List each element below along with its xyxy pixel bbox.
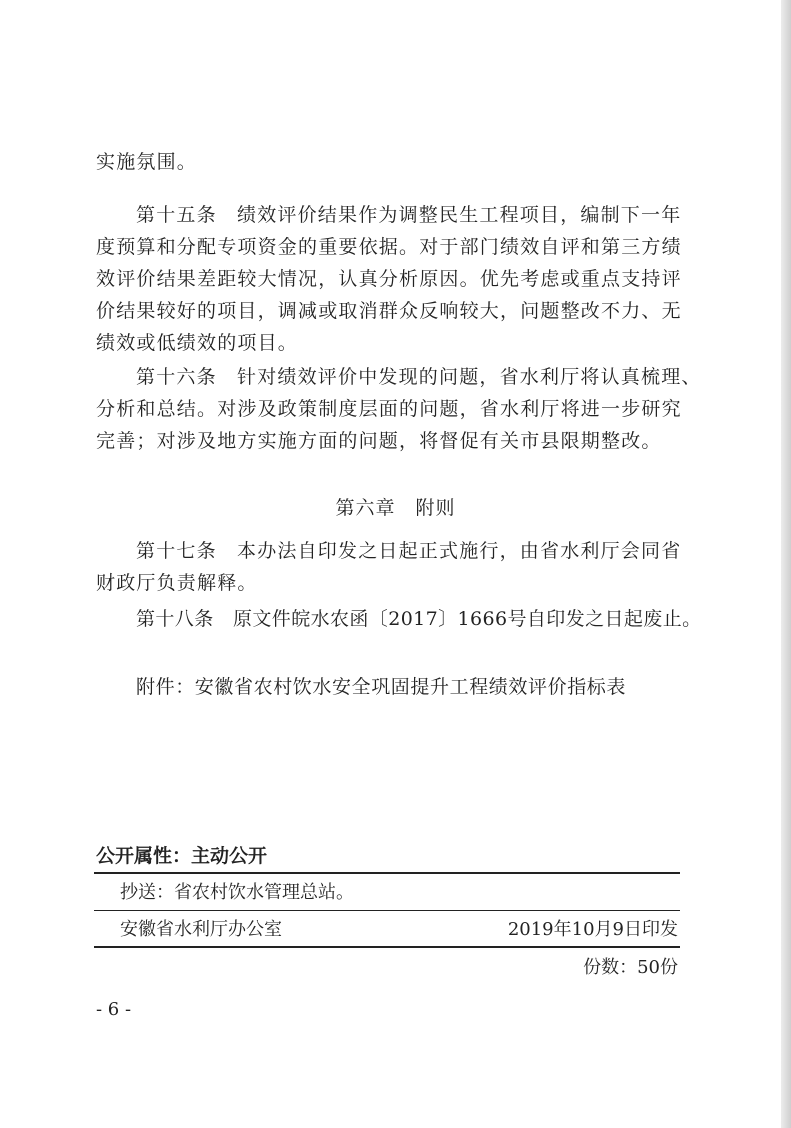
article-16-line: 分析和总结。对涉及政策制度层面的问题，省水利厅将进一步研究	[96, 398, 682, 420]
paragraph-line: 实施氛围。	[96, 151, 198, 173]
issuer: 安徽省水利厅办公室	[120, 919, 282, 940]
article-15-line: 绩效或低绩效的项目。	[96, 332, 299, 354]
article-15-line: 价结果较好的项目，调减或取消群众反响较大，问题整改不力、无	[96, 300, 682, 322]
page-number: - 6 -	[96, 999, 132, 1020]
chapter-title: 第六章 附则	[335, 497, 456, 519]
article-15-line: 第十五条 绩效评价结果作为调整民生工程项目，编制下一年	[136, 204, 682, 226]
attachment-line: 附件：安徽省农村饮水安全巩固提升工程绩效评价指标表	[136, 676, 627, 698]
copies-count: 份数：50份	[583, 957, 678, 978]
article-17-line: 第十七条 本办法自印发之日起正式施行，由省水利厅会同省	[136, 540, 682, 562]
article-15-line: 度预算和分配专项资金的重要依据。对于部门绩效自评和第三方绩	[96, 236, 682, 258]
article-18-line: 第十八条 原文件皖水农函〔2017〕1666号自印发之日起废止。	[136, 608, 702, 630]
footer-rule-middle	[94, 910, 680, 911]
issue-date: 2019年10月9日印发	[507, 919, 678, 940]
article-15-line: 效评价结果差距较大情况，认真分析原因。优先考虑或重点支持评	[96, 268, 682, 290]
scan-edge-shadow	[781, 0, 791, 1128]
cc-line: 抄送：省农村饮水管理总站。	[120, 882, 354, 903]
footer-rule-bottom	[94, 946, 680, 948]
public-attribute: 公开属性：主动公开	[96, 845, 268, 867]
footer-rule-top	[94, 872, 680, 874]
article-17-line: 财政厅负责解释。	[96, 572, 258, 594]
article-16-line: 完善；对涉及地方实施方面的问题，将督促有关市县限期整改。	[96, 430, 662, 452]
article-16-line: 第十六条 针对绩效评价中发现的问题，省水利厅将认真梳理、	[136, 366, 702, 388]
